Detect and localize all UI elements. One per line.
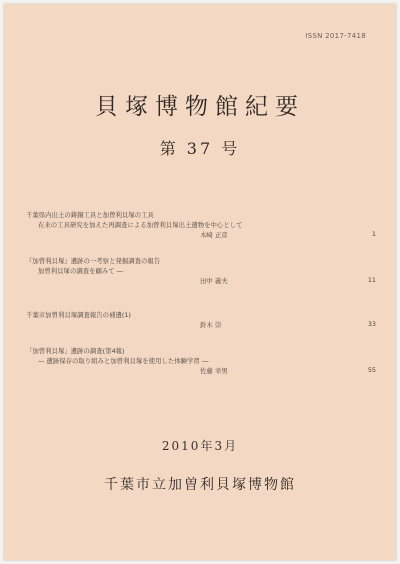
- article-page: 33: [367, 320, 376, 328]
- article-subtitle: 加曽利貝塚の調査を顧みて ―: [38, 267, 124, 275]
- article-page: 1: [371, 230, 376, 238]
- article-title: 『加曽利貝塚』遺跡の一考察と発掘調査の報告: [26, 257, 161, 265]
- article-title: 千葉県内出土の鋳銅工具と加曽利貝塚の工具: [26, 211, 154, 219]
- publisher-name: 千葉市立加曽利貝塚博物館: [104, 477, 296, 493]
- article-author: 鈴木 崇: [200, 321, 222, 329]
- toc-article-4[interactable]: [26, 346, 376, 376]
- article-author: 木﨑 正彦: [200, 231, 228, 239]
- publication-date: 2010年3月: [161, 439, 239, 453]
- toc-article-3[interactable]: [26, 310, 376, 330]
- article-page: 11: [367, 276, 376, 284]
- journal-cover: [4, 4, 396, 560]
- article-author: 田中 義夫: [200, 277, 228, 285]
- article-title: 「加曽利貝塚」遺跡の調査(第4報): [26, 347, 125, 355]
- toc-article-2[interactable]: [26, 256, 376, 286]
- volume-number: 第 37 号: [159, 139, 241, 158]
- issn-number: ISSN 2017-7418: [305, 32, 366, 40]
- article-page: 55: [367, 366, 376, 374]
- journal-title: 貝塚博物館紀要: [95, 94, 305, 120]
- article-author: 佐藤 幸男: [200, 367, 228, 375]
- article-subtitle: 在来の工具研究を加えた再調査による加曽利貝塚出土遺物を中心として: [38, 221, 243, 229]
- article-subtitle: ― 遺跡保存の取り組みと加曽利貝塚を使用した体験学習 ―: [38, 357, 209, 365]
- toc-article-1[interactable]: [26, 210, 376, 240]
- article-title: 千葉市加曽利貝塚調査報告の補遺(1): [26, 311, 131, 319]
